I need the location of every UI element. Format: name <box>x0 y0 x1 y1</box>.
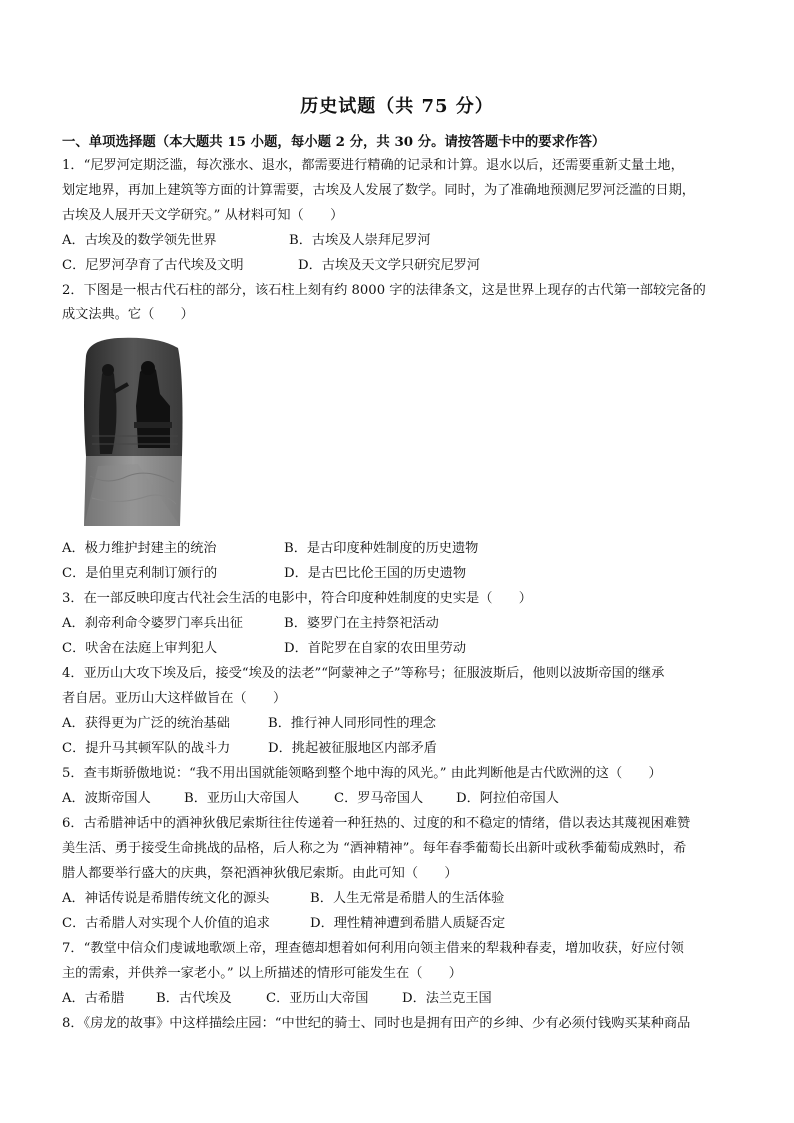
q2-stem-line-1: 2．下图是一根古代石柱的部分，该石柱上刻有约 8000 字的法律条文，这是世界上现存的古代第一部较完备的 <box>62 283 706 298</box>
q1-stem-line-1: 1．“尼罗河定期泛滥，每次涨水、退水，都需要进行精确的记录和计算。退水以后，还需要重新丈量土地， <box>62 158 684 173</box>
q1-option-d: D．古埃及天文学只研究尼罗河 <box>298 258 481 273</box>
section-heading: 一、单项选择题（本大题共 15 小题，每小题 2 分，共 30 分。请按答题卡中的要求作答） <box>62 134 606 150</box>
q2-stem-line-2: 成文法典。它（ ） <box>62 307 194 322</box>
q5-stem-line-1: 5．查韦斯骄傲地说：“我不用出国就能领略到整个地中海的风光。” 由此判断他是古代欧洲的这（ ） <box>62 766 662 781</box>
q6-stem-line-2: 美生活、勇于接受生命挑战的品格，后人称之为 “酒神精神”。每年春季葡萄长出新叶或秋季葡萄成熟时，希 <box>62 841 687 856</box>
q2-option-d: D．是古巴比伦王国的历史遗物 <box>284 566 467 581</box>
q1-stem-line-3: 古埃及人展开天文学研究。” 从材料可知（ ） <box>62 208 344 223</box>
q5-option-d: D．阿拉伯帝国人 <box>456 791 559 806</box>
q3-stem-line-1: 3．在一部反映印度古代社会生活的电影中，符合印度种姓制度的史实是（ ） <box>62 591 532 606</box>
q4-option-a: A．获得更为广泛的统治基础 <box>62 716 230 731</box>
q2-option-a: A．极力维护封建主的统治 <box>62 541 217 556</box>
q4-option-d: D．挑起被征服地区内部矛盾 <box>268 741 437 756</box>
q4-stem-line-1: 4．亚历山大攻下埃及后，接受“埃及的法老”“阿蒙神之子”等称号；征服波斯后，他则以波斯帝国的继承 <box>62 666 665 681</box>
q2-option-b: B．是古印度种姓制度的历史遗物 <box>284 541 479 556</box>
q7-stem-line-2: 主的需索，并供养一家老小。” 以上所描述的情形可能发生在（ ） <box>62 966 462 981</box>
q6-option-c: C．古希腊人对实现个人价值的追求 <box>62 916 270 931</box>
q5-option-a: A．波斯帝国人 <box>62 791 151 806</box>
q7-option-d: D．法兰克王国 <box>402 991 492 1006</box>
q1-option-b: B．古埃及人崇拜尼罗河 <box>289 233 431 248</box>
q3-option-b: B．婆罗门在主持祭祀活动 <box>284 616 439 631</box>
q7-option-a: A．古希腊 <box>62 991 125 1006</box>
q8-stem-line-1: 8．《房龙的故事》中这样描绘庄园：“中世纪的骑士、同时也是拥有田产的乡绅、少有必须付钱购买某种商品 <box>62 1016 691 1031</box>
q2-option-c: C．是伯里克利制订颁行的 <box>62 566 218 581</box>
q1-option-c: C．尼罗河孕育了古代埃及文明 <box>62 258 244 273</box>
q6-option-b: B．人生无常是希腊人的生活体验 <box>310 891 505 906</box>
q6-option-d: D．理性精神遭到希腊人质疑否定 <box>310 916 506 931</box>
q5-option-c: C．罗马帝国人 <box>334 791 424 806</box>
q1-stem-line-2: 划定地界，再加上建筑等方面的计算需要，古埃及人发展了数学。同时，为了准确地预测尼罗河泛滥的日期， <box>62 183 695 198</box>
q7-stem-line-1: 7．“教堂中信众们虔诚地歌颂上帝，理查德却想着如何利用向领主借来的犁栽种春麦，增加收获，好应付领 <box>62 941 684 956</box>
q1-option-a: A．古埃及的数学领先世界 <box>62 233 217 248</box>
q6-stem-line-1: 6．古希腊神话中的酒神狄俄尼索斯往往传递着一种狂热的、过度的和不稳定的情绪，借以表达其蔑视困难赞 <box>62 816 691 831</box>
q3-option-c: C．吠舍在法庭上审判犯人 <box>62 641 218 656</box>
q7-option-c: C．亚历山大帝国 <box>266 991 369 1006</box>
q5-option-b: B．亚历山大帝国人 <box>184 791 300 806</box>
stone-pillar-image <box>78 336 186 526</box>
q7-option-b: B．古代埃及 <box>156 991 232 1006</box>
q6-stem-line-3: 腊人都要举行盛大的庆典，祭祀酒神狄俄尼索斯。由此可知（ ） <box>62 866 458 881</box>
q6-option-a: A．神话传说是希腊传统文化的源头 <box>62 891 270 906</box>
q4-option-c: C．提升马其顿军队的战斗力 <box>62 741 231 756</box>
q4-option-b: B．推行神人同形同性的理念 <box>268 716 436 731</box>
q4-stem-line-2: 者自居。亚历山大这样做旨在（ ） <box>62 691 287 706</box>
q3-option-a: A．刹帝利命令婆罗门率兵出征 <box>62 616 243 631</box>
page-title: 历史试题（共 75 分） <box>300 96 494 117</box>
q3-option-d: D．首陀罗在自家的农田里劳动 <box>284 641 467 656</box>
